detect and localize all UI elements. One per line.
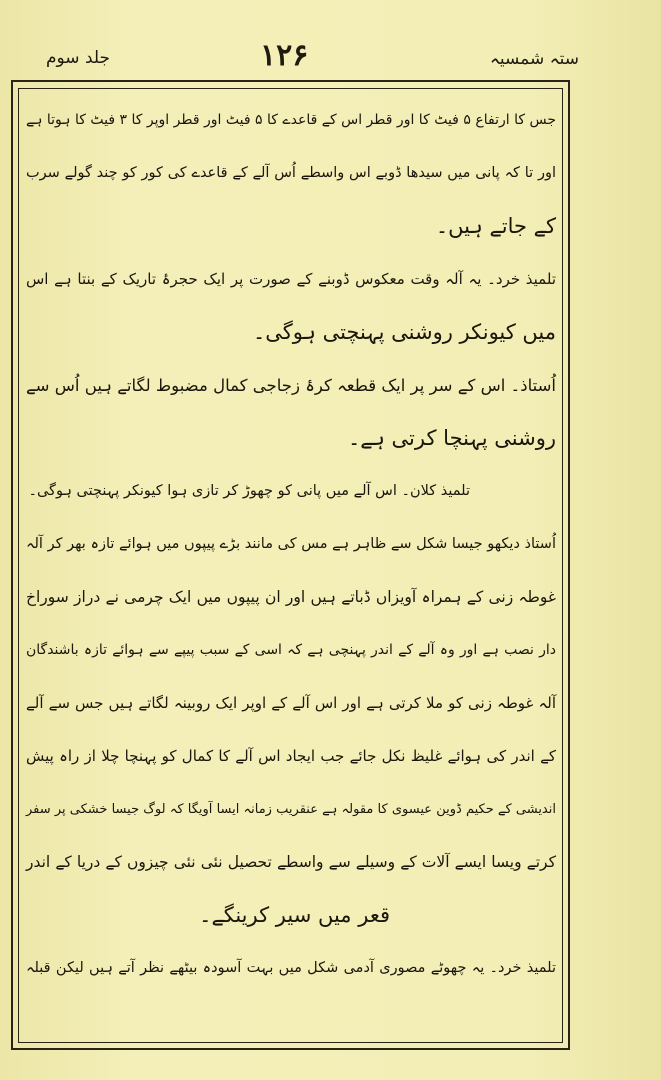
- text-line: اُستاذ۔ اس کے سر پر ایک قطعہ کرۂ زجاجی کمال مضبوط لگاتے ہیں اُس سے: [26, 376, 556, 395]
- text-line: اُستاذ دیکھو جیسا شکل سے ظاہر ہے مس کی مانند بڑے پیپوں میں ہوائے تازہ بھر کر آلہ: [26, 536, 556, 552]
- text-line: آلہ غوطہ زنی کو ملا کرتی ہے اور اس آلے کے اوپر ایک روبینہ لگاتے ہیں جس سے آلے: [26, 694, 556, 712]
- book-title: ستہ شمسیہ: [489, 49, 579, 69]
- text-line: میں کیونکر روشنی پہنچتی ہوگی۔: [252, 320, 556, 344]
- text-line: کے اندر کی ہوائے غلیظ نکل جائے جب ایجاد اس آلے کا کمال کو پہنچا چلا از راہ پیش: [26, 747, 556, 765]
- body-text: [22, 94, 560, 1039]
- page-header: [0, 38, 661, 78]
- text-line: تلمیذ خرد۔ یہ چھوٹے مصوری آدمی شکل میں بہت آسودہ بیٹھے نظر آتے ہیں لیکن قبلہ: [26, 960, 556, 976]
- text-line: تلمیذ کلان۔ اس آلے میں پانی کو چھوڑ کر تازی ہوا کیونکر پہنچتی ہوگی۔: [28, 483, 470, 499]
- text-line: جس کا ارتفاع ۵ فیٹ کا اور قطر اس کے قاعدے کا ۵ فیٹ اور قطر اوپر کا ۳ فیٹ کا ہوتا ہے: [26, 112, 556, 128]
- text-line: تلمیذ خرد۔ یہ آلہ وقت معکوس ڈوبنے کے صورت پر ایک حجرۂ تاریک کے بنتا ہے اس: [26, 270, 556, 288]
- page-number: ۱۲۶: [260, 38, 309, 73]
- text-line: روشنی پہنچا کرتی ہے۔: [347, 426, 556, 450]
- text-line: کرتے ویسا ایسے آلات کے وسیلے سے واسطے تحصیل نئی نئی چیزوں کے دریا کے اندر: [26, 853, 556, 871]
- text-line: اور تا کہ پانی میں سیدھا ڈوبے اس واسطے اُس آلے کے قاعدے کی کور کو چند گولے سرب: [26, 165, 556, 181]
- text-line: دار نصب ہے اور وہ آلے کے اندر پہنچی ہے کہ اسی کے سبب پیپے سے ہوائے تازہ باشندگان: [26, 642, 556, 658]
- volume-label: جلد سوم: [46, 48, 111, 68]
- text-line: قعر میں سیر کرینگے۔: [199, 903, 390, 927]
- text-line: کے جاتے ہیں۔: [435, 214, 556, 238]
- text-line: اندیشی کے حکیم ڈوین عیسوی کا مقولہ ہے عنقریب زمانہ ایسا آویگا کہ لوگ جیسا خشکی پر سفر: [26, 802, 556, 817]
- text-line: غوطہ زنی کے ہمراہ آویزاں ڈباتے ہیں اور ان پیپوں میں ایک چرمی نے دراز سوراخ: [26, 588, 556, 606]
